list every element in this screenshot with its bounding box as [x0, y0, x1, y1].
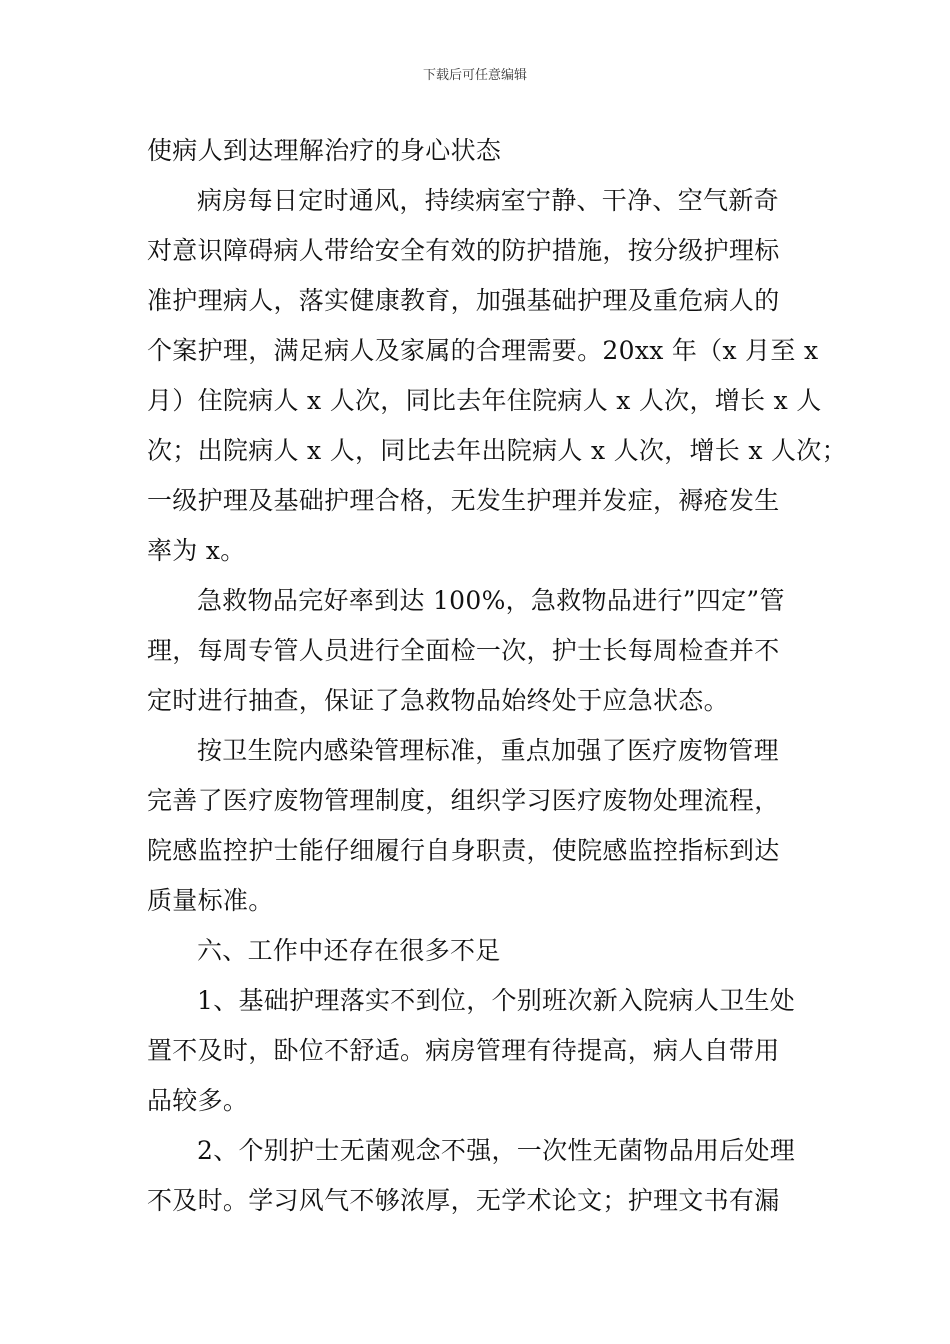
text-line: 病房每日定时通风，持续病室宁静、干净、空气新奇: [197, 186, 779, 215]
section-heading: 六、工作中还存在很多不足: [197, 936, 501, 965]
text-line: 准护理病人，落实健康教育，加强基础护理及重危病人的: [147, 286, 780, 315]
text-line: 按卫生院内感染管理标准，重点加强了医疗废物管理: [197, 736, 779, 765]
text-line: 率为 x。: [147, 536, 246, 565]
text-line: 1、基础护理落实不到位，个别班次新入院病人卫生处: [197, 986, 796, 1015]
text-line: 理，每周专管人员进行全面检一次，护士长每周检查并不: [147, 636, 780, 665]
text-line: 个案护理，满足病人及家属的合理需要。20xx 年（x 月至 x: [147, 336, 819, 365]
text-line: 完善了医疗废物管理制度，组织学习医疗废物处理流程，: [147, 786, 780, 815]
text-line: 置不及时，卧位不舒适。病房管理有待提高，病人自带用: [147, 1036, 780, 1065]
text-line: 急救物品完好率到达 100%，急救物品进行”四定”管: [197, 586, 785, 615]
text-line: 月）住院病人 x 人次，同比去年住院病人 x 人次，增长 x 人: [147, 386, 822, 415]
text-line: 一级护理及基础护理合格，无发生护理并发症，褥疮发生: [147, 486, 780, 515]
page-header: 下载后可任意编辑: [422, 68, 527, 83]
text-line: 对意识障碍病人带给安全有效的防护措施，按分级护理标: [147, 236, 780, 265]
document-body: [147, 126, 847, 1226]
text-line: 定时进行抽查，保证了急救物品始终处于应急状态。: [147, 686, 729, 715]
text-line: 2、个别护士无菌观念不强，一次性无菌物品用后处理: [197, 1136, 796, 1165]
text-line: 质量标准。: [147, 886, 274, 915]
text-line: 院感监控护士能仔细履行自身职责，使院感监控指标到达: [147, 836, 780, 865]
text-line: 使病人到达理解治疗的身心状态: [147, 136, 502, 165]
text-line: 次；出院病人 x 人，同比去年出院病人 x 人次，增长 x 人次；: [147, 436, 847, 465]
text-line: 不及时。学习风气不够浓厚，无学术论文；护理文书有漏: [147, 1186, 780, 1215]
text-line: 品较多。: [147, 1086, 249, 1115]
